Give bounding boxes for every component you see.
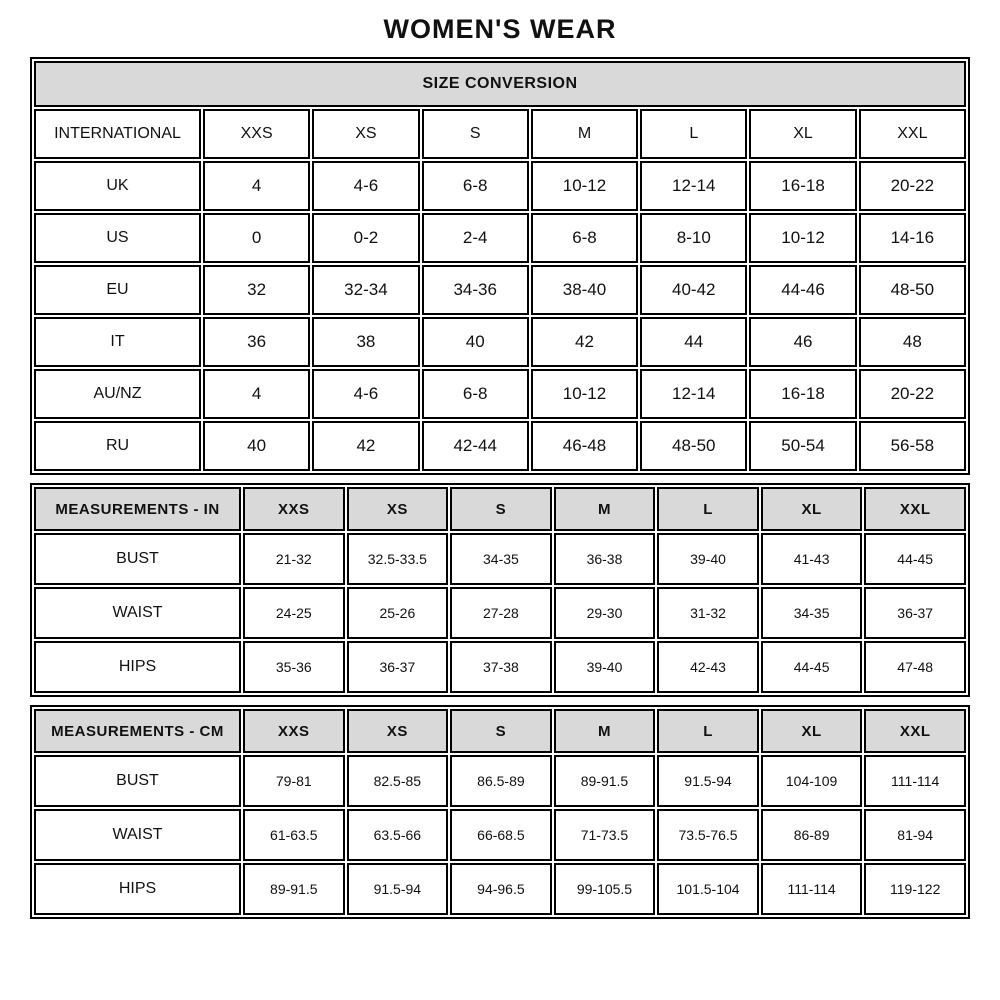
measure-cell: 29-30 [554, 587, 656, 639]
measure-cell: 41-43 [761, 533, 863, 585]
table-row [34, 755, 966, 807]
measurements-in-table [30, 483, 970, 697]
row-label: BUST [34, 755, 241, 807]
page-title: WOMEN'S WEAR [383, 14, 617, 44]
column-header: XXS [203, 109, 310, 159]
measure-cell: 24-25 [243, 587, 345, 639]
measure-cell: 36-37 [347, 641, 449, 693]
column-header: XXL [864, 709, 966, 753]
size-cell: 14-16 [859, 213, 966, 263]
row-label: HIPS [34, 641, 241, 693]
size-cell: 0 [203, 213, 310, 263]
size-cell: 12-14 [640, 161, 747, 211]
row-label: RU [34, 421, 201, 471]
column-header: M [554, 709, 656, 753]
measure-cell: 91.5-94 [347, 863, 449, 915]
size-cell: 16-18 [749, 369, 856, 419]
section-header-row [34, 61, 966, 107]
measure-cell: 36-38 [554, 533, 656, 585]
table-row [34, 369, 966, 419]
measure-cell: 63.5-66 [347, 809, 449, 861]
row-label: AU/NZ [34, 369, 201, 419]
row-label: IT [34, 317, 201, 367]
size-cell: 42 [312, 421, 419, 471]
size-cell: 20-22 [859, 369, 966, 419]
row-label: HIPS [34, 863, 241, 915]
measure-cell: 35-36 [243, 641, 345, 693]
size-cell: 2-4 [422, 213, 529, 263]
column-header: XL [761, 487, 863, 531]
measure-cell: 39-40 [554, 641, 656, 693]
size-cell: 46-48 [531, 421, 638, 471]
measure-cell: 81-94 [864, 809, 966, 861]
row-label: WAIST [34, 587, 241, 639]
measure-cell: 82.5-85 [347, 755, 449, 807]
row-label: UK [34, 161, 201, 211]
size-cell: 38 [312, 317, 419, 367]
row-label: BUST [34, 533, 241, 585]
measure-cell: 111-114 [761, 863, 863, 915]
size-cell: 44-46 [749, 265, 856, 315]
measure-cell: 47-48 [864, 641, 966, 693]
measure-cell: 79-81 [243, 755, 345, 807]
column-header: XXS [243, 709, 345, 753]
measure-cell: 27-28 [450, 587, 552, 639]
measure-cell: 86.5-89 [450, 755, 552, 807]
column-header: S [450, 709, 552, 753]
measure-cell: 36-37 [864, 587, 966, 639]
measure-cell: 73.5-76.5 [657, 809, 759, 861]
size-cell: 4 [203, 161, 310, 211]
size-cell: 38-40 [531, 265, 638, 315]
size-cell: 32 [203, 265, 310, 315]
size-cell: 40-42 [640, 265, 747, 315]
measure-cell: 91.5-94 [657, 755, 759, 807]
measure-cell: 39-40 [657, 533, 759, 585]
section-title: MEASUREMENTS - IN [34, 487, 241, 531]
size-cell: 12-14 [640, 369, 747, 419]
section-title: MEASUREMENTS - CM [34, 709, 241, 753]
table-header-row [34, 109, 966, 159]
size-cell: 0-2 [312, 213, 419, 263]
size-conversion-table [30, 57, 970, 475]
row-label: WAIST [34, 809, 241, 861]
size-cell: 10-12 [531, 369, 638, 419]
measure-cell: 37-38 [450, 641, 552, 693]
column-header: L [657, 709, 759, 753]
size-cell: 40 [422, 317, 529, 367]
measure-cell: 34-35 [450, 533, 552, 585]
measure-cell: 99-105.5 [554, 863, 656, 915]
column-header: XS [347, 709, 449, 753]
size-cell: 34-36 [422, 265, 529, 315]
measure-cell: 42-43 [657, 641, 759, 693]
measure-cell: 89-91.5 [243, 863, 345, 915]
size-cell: 32-34 [312, 265, 419, 315]
column-header: M [531, 109, 638, 159]
table-row [34, 533, 966, 585]
column-header: INTERNATIONAL [34, 109, 201, 159]
measure-cell: 21-32 [243, 533, 345, 585]
measure-cell: 71-73.5 [554, 809, 656, 861]
table-row [34, 863, 966, 915]
measurements-cm-table [30, 705, 970, 919]
column-header: XL [749, 109, 856, 159]
size-cell: 6-8 [422, 369, 529, 419]
measure-cell: 25-26 [347, 587, 449, 639]
size-cell: 48-50 [640, 421, 747, 471]
row-label: US [34, 213, 201, 263]
size-cell: 56-58 [859, 421, 966, 471]
size-cell: 4-6 [312, 369, 419, 419]
column-header: XS [312, 109, 419, 159]
column-header: XXS [243, 487, 345, 531]
size-cell: 42-44 [422, 421, 529, 471]
column-header: L [657, 487, 759, 531]
size-cell: 42 [531, 317, 638, 367]
measure-cell: 111-114 [864, 755, 966, 807]
size-cell: 46 [749, 317, 856, 367]
table-row [34, 641, 966, 693]
size-cell: 16-18 [749, 161, 856, 211]
row-label: EU [34, 265, 201, 315]
size-cell: 4 [203, 369, 310, 419]
measure-cell: 119-122 [864, 863, 966, 915]
measure-cell: 89-91.5 [554, 755, 656, 807]
measure-cell: 94-96.5 [450, 863, 552, 915]
measure-cell: 101.5-104 [657, 863, 759, 915]
size-cell: 48-50 [859, 265, 966, 315]
size-cell: 50-54 [749, 421, 856, 471]
size-cell: 6-8 [531, 213, 638, 263]
table-row [34, 421, 966, 471]
section-title: SIZE CONVERSION [34, 61, 966, 107]
size-cell: 4-6 [312, 161, 419, 211]
size-cell: 20-22 [859, 161, 966, 211]
table-row [34, 265, 966, 315]
column-header: XXL [864, 487, 966, 531]
size-cell: 10-12 [749, 213, 856, 263]
column-header: S [450, 487, 552, 531]
column-header: M [554, 487, 656, 531]
measure-cell: 44-45 [864, 533, 966, 585]
size-cell: 36 [203, 317, 310, 367]
size-cell: 48 [859, 317, 966, 367]
measure-cell: 31-32 [657, 587, 759, 639]
measure-cell: 66-68.5 [450, 809, 552, 861]
size-cell: 10-12 [531, 161, 638, 211]
size-cell: 40 [203, 421, 310, 471]
measure-cell: 61-63.5 [243, 809, 345, 861]
table-row [34, 317, 966, 367]
table-header-row [34, 487, 966, 531]
measure-cell: 104-109 [761, 755, 863, 807]
measure-cell: 32.5-33.5 [347, 533, 449, 585]
measure-cell: 86-89 [761, 809, 863, 861]
column-header: XS [347, 487, 449, 531]
column-header: S [422, 109, 529, 159]
column-header: L [640, 109, 747, 159]
size-cell: 44 [640, 317, 747, 367]
measure-cell: 34-35 [761, 587, 863, 639]
measure-cell: 44-45 [761, 641, 863, 693]
table-header-row [34, 709, 966, 753]
size-cell: 6-8 [422, 161, 529, 211]
size-cell: 8-10 [640, 213, 747, 263]
table-row [34, 809, 966, 861]
column-header: XXL [859, 109, 966, 159]
column-header: XL [761, 709, 863, 753]
table-row [34, 161, 966, 211]
table-row [34, 213, 966, 263]
table-row [34, 587, 966, 639]
